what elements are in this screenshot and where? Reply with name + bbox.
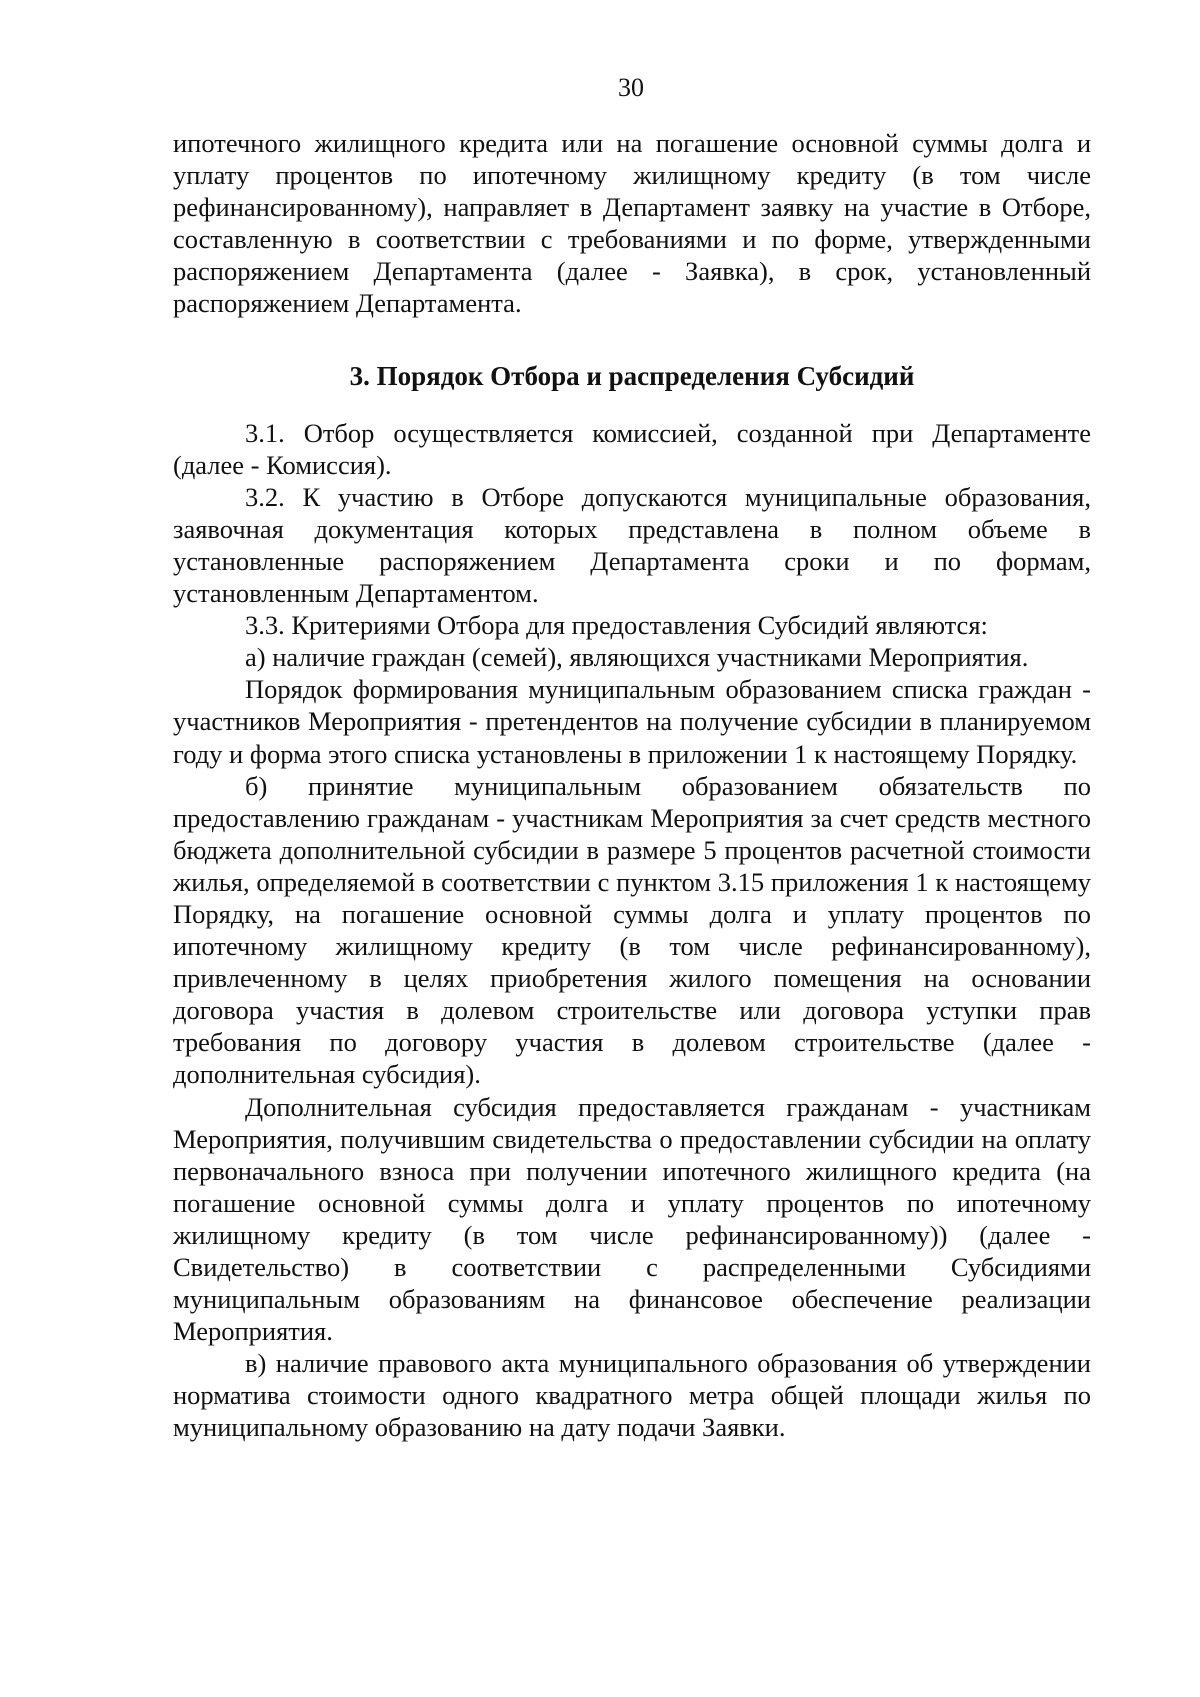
paragraph-list-procedure: Порядок формирования муниципальным образованием списка граждан - участников Мероприятия - претендентов на получение субсидии в планируемом году и форма этого списка установлены в приложении 1 к настоящему Порядку. xyxy=(173,674,1091,769)
paragraph-additional-subsidy: Дополнительная субсидия предоставляется гражданам - участникам Мероприятия, получившим свидетельства о предоставлении субсидии на оплату первоначального взноса при получении ипотечного жилищного кредита (на погашение основной суммы долга и уплату процентов по ипотечному жилищному кредиту (в том числе рефинансированному)) (далее - Свидетельство) в соответствии с распределенными Субсидиями муниципальным образованиям на финансовое обеспечение реализации Мероприятия. xyxy=(173,1091,1091,1347)
paragraph-3-3: 3.3. Критериями Отбора для предоставления Субсидий являются: xyxy=(245,610,988,641)
document-body xyxy=(173,127,1091,1444)
section-heading: 3. Порядок Отбора и распределения Субсидий xyxy=(349,360,915,391)
paragraph-3-2: 3.2. К участию в Отборе допускаются муниципальные образования, заявочная документация которых представлена в полном объеме в установленные распоряжением Департамента сроки и по формам, установленным Департаментом. xyxy=(173,481,1091,609)
paragraph-continuation: ипотечного жилищного кредита или на погашение основной суммы долга и уплату процентов по ипотечному жилищному кредиту (в том числе рефинансированному), направляет в Департамент заявку на участие в Отборе, составленную в соответствии с требованиями и по форме, утвержденными распоряжением Департамента (далее - Заявка), в срок, установленный распоряжением Департамента. xyxy=(173,128,1091,319)
paragraph-3-1: 3.1. Отбор осуществляется комиссией, созданной при Департаменте (далее - Комиссия). xyxy=(173,417,1091,480)
criterion-a: а) наличие граждан (семей), являющихся участниками Мероприятия. xyxy=(245,642,1029,673)
criterion-b: б) принятие муниципальным образованием обязательств по предоставлению гражданам - участникам Мероприятия за счет средств местного бюджета дополнительной субсидии в размере 5 процентов расчетной стоимости жилья, определяемой в соответствии с пунктом 3.15 приложения 1 к настоящему Порядку, на погашение основной суммы долга и уплату процентов по ипотечному жилищному кредиту (в том числе рефинансированному), привлеченному в целях приобретения жилого помещения на основании договора участия в долевом строительстве или договора уступки прав требования по договору участия в долевом строительстве (далее - дополнительная субсидия). xyxy=(173,770,1091,1090)
page-number: 30 xyxy=(618,73,644,102)
criterion-v: в) наличие правового акта муниципального образования об утверждении норматива стоимости одного квадратного метра общей площади жилья по муниципальному образованию на дату подачи Заявки. xyxy=(173,1348,1091,1443)
